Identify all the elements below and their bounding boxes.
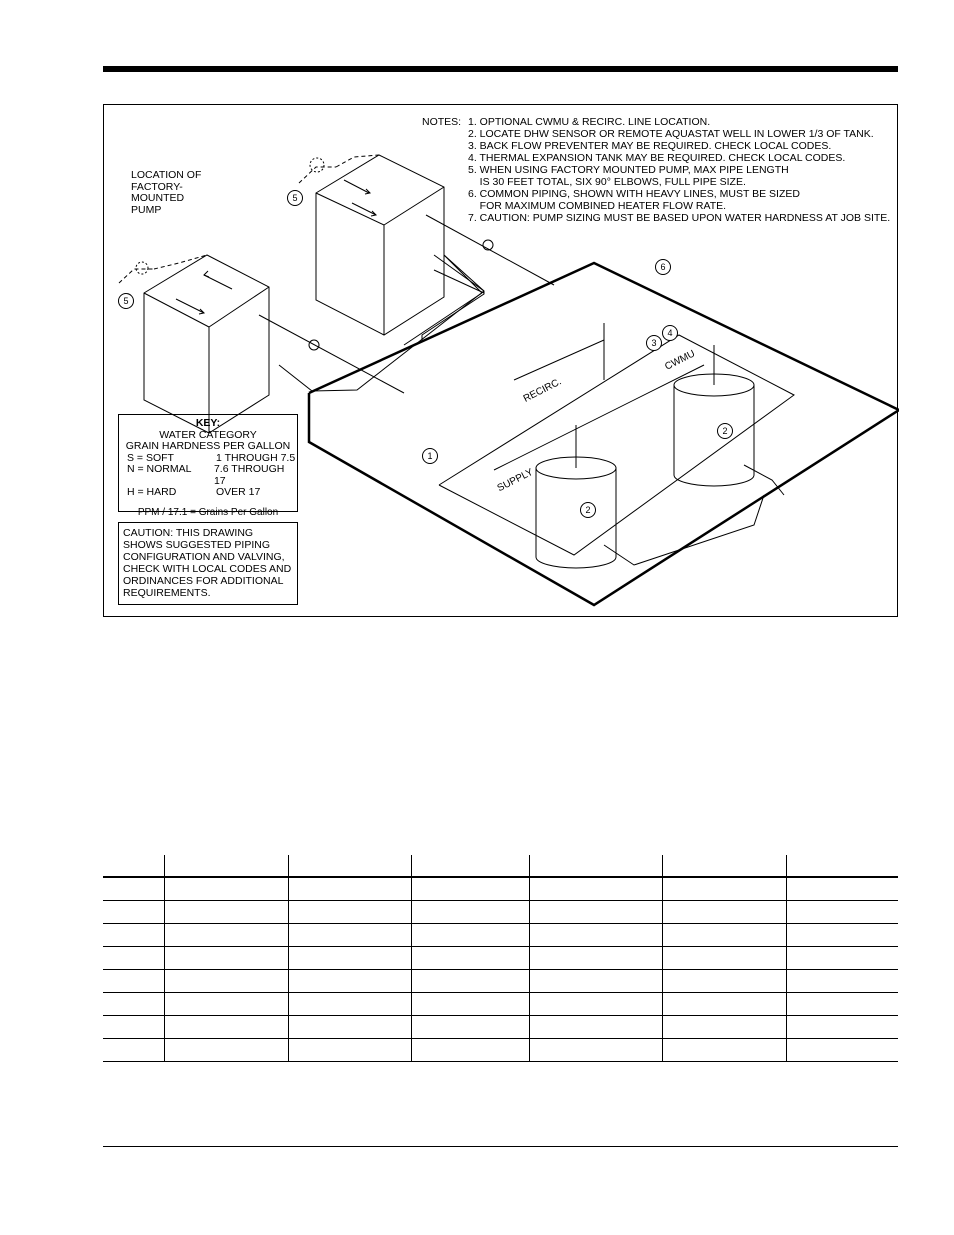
note-7: 7. CAUTION: PUMP SIZING MUST BE BASED UPON WATER HARDNESS AT JOB SITE. — [468, 212, 891, 224]
top-rule — [103, 66, 898, 72]
note-2: 2. LOCATE DHW SENSOR OR REMOTE AQUASTAT WELL IN LOWER 1/3 OF TANK. — [468, 128, 874, 140]
table-header-row — [103, 855, 898, 877]
callout-4: 4 — [662, 325, 678, 341]
note-4: 4. THERMAL EXPANSION TANK MAY BE REQUIRED. CHECK LOCAL CODES. — [468, 152, 846, 164]
empty-table — [103, 855, 898, 1062]
pump-location-callout: LOCATION OF FACTORY- MOUNTED PUMP — [131, 169, 202, 216]
key-range: 7.6 THROUGH 17 — [213, 463, 285, 487]
table-row — [103, 877, 898, 901]
supply-label: SUPPLY — [495, 466, 536, 495]
note-6: 6. COMMON PIPING, SHOWN WITH HEAVY LINES, MUST BE SIZED — [468, 188, 800, 200]
note-1: 1. OPTIONAL CWMU & RECIRC. LINE LOCATION. — [468, 116, 711, 128]
bottom-rule — [103, 1146, 898, 1147]
callout-3: 3 — [646, 335, 662, 351]
table-row — [103, 993, 898, 1016]
key-ppm-formula: PPM / 17.1 = Grains Per Gallon — [137, 506, 279, 518]
notes-label: NOTES: — [422, 116, 462, 128]
callout-5-upper: 5 — [287, 190, 303, 206]
piping-diagram-figure — [103, 104, 898, 617]
key-row — [119, 487, 297, 499]
water-hardness-key — [118, 414, 298, 518]
key-subtitle-2: GRAIN HARDNESS PER GALLON — [125, 440, 291, 452]
table-row — [103, 1016, 898, 1039]
key-row — [119, 464, 297, 487]
callout-2-left: 2 — [580, 502, 596, 518]
recirc-label: RECIRC. — [521, 376, 564, 405]
table-row — [103, 1039, 898, 1062]
note-3: 3. BACK FLOW PREVENTER MAY BE REQUIRED. CHECK LOCAL CODES. — [468, 140, 832, 152]
callout-1: 1 — [422, 448, 438, 464]
callout-6: 6 — [655, 259, 671, 275]
key-category: N = NORMAL — [127, 463, 192, 475]
note-6b: FOR MAXIMUM COMBINED HEATER FLOW RATE. — [468, 200, 727, 212]
cwmu-label: CWMU — [663, 348, 697, 373]
key-category: S = SOFT — [127, 451, 174, 464]
table-row — [103, 924, 898, 947]
key-category: H = HARD — [127, 486, 177, 498]
key-range: OVER 17 — [216, 486, 261, 498]
key-range: 1 THROUGH 7.5 — [216, 451, 296, 464]
callout-5-lower: 5 — [118, 293, 134, 309]
key-title: KEY: — [195, 417, 221, 429]
callout-2-right: 2 — [717, 423, 733, 439]
note-5b: IS 30 FEET TOTAL, SIX 90° ELBOWS, FULL PIPE SIZE. — [468, 176, 746, 188]
table-row — [103, 970, 898, 993]
caution-note: CAUTION: THIS DRAWING SHOWS SUGGESTED PIPING CONFIGURATION AND VALVING, CHECK WITH LOCAL CODES AND ORDINANCES FOR ADDITIONAL REQUIREMENTS. — [118, 522, 298, 605]
table-row — [103, 947, 898, 970]
note-5: 5. WHEN USING FACTORY MOUNTED PUMP, MAX PIPE LENGTH — [468, 164, 789, 176]
table-row — [103, 901, 898, 924]
key-subtitle-1: WATER CATEGORY — [159, 428, 257, 441]
